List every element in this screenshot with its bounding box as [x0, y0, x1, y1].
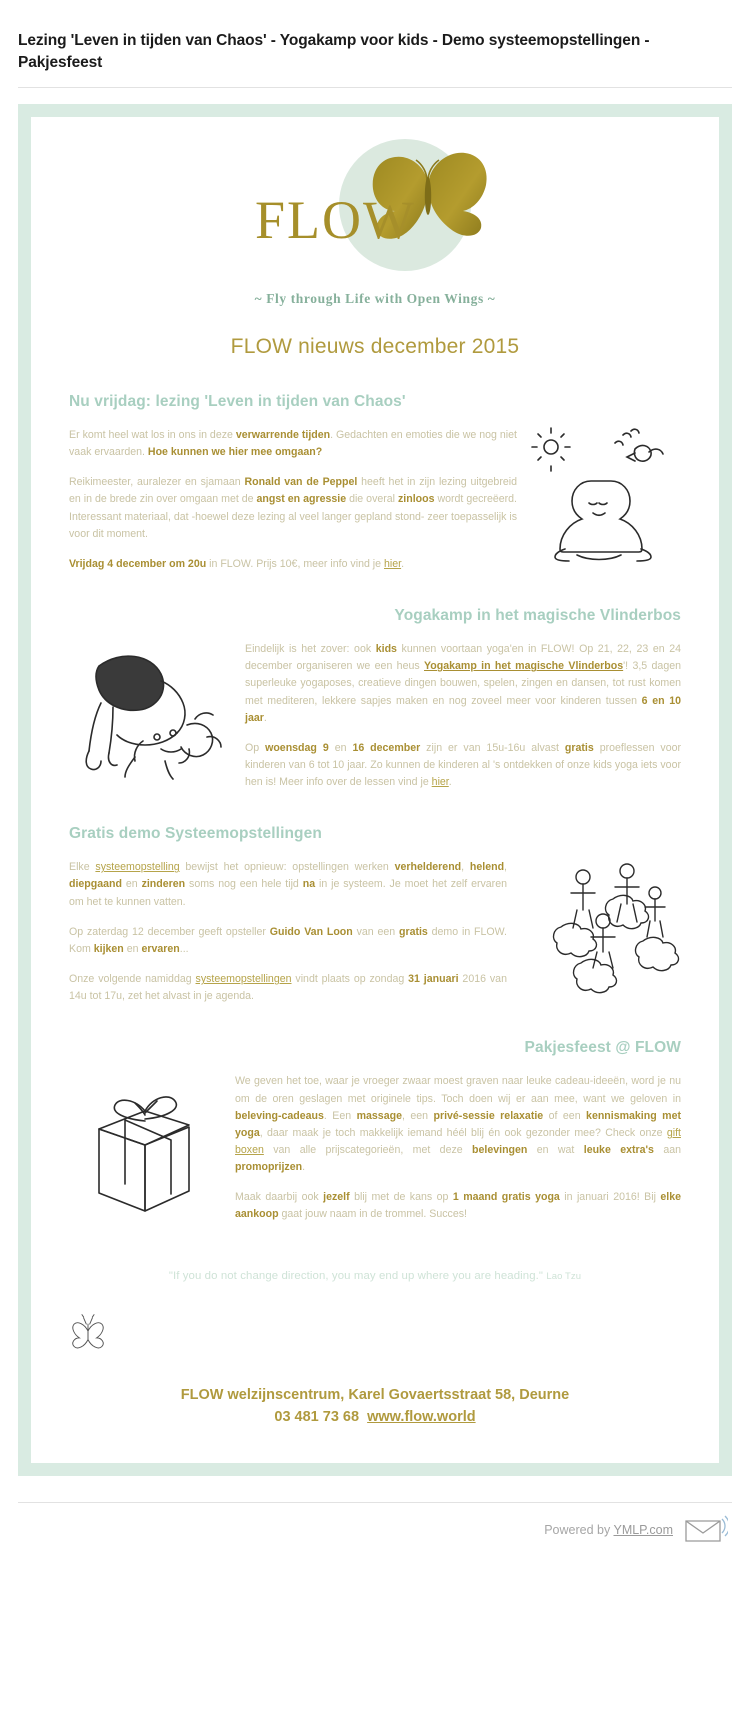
title-divider [18, 87, 732, 88]
section-heading: Pakjesfeest @ FLOW [524, 1039, 681, 1057]
systeemopstellingen-link[interactable]: systeemopstellingen [195, 973, 292, 986]
powered-prefix: Powered by [544, 1522, 614, 1537]
paragraph: Op woensdag 9 en 16 december zijn er van 15u-16u alvast gratis proeflessen voor kinderen van 6 tot 10 jaar. Zo kunnen de kinderen al 's ontdekken of onze kids yoga iets voor hen is! Meer info over de lessen vind je hier. [245, 741, 682, 789]
section-heading: Gratis demo Systeemopstellingen [69, 825, 322, 843]
quote-author: Lao Tzu [546, 1270, 582, 1282]
envelope-icon [682, 1515, 728, 1545]
gift-boxen-link[interactable]: gift boxen [235, 1126, 681, 1156]
page-title: Lezing 'Leven in tijden van Chaos' - Yogakamp voor kids - Demo systeemopstellingen - Pakjesfeest [18, 32, 650, 72]
systeemopstelling-link[interactable]: systeemopstelling [95, 861, 180, 874]
powered-by [0, 1515, 728, 1545]
paragraph: Vrijdag 4 december om 20u in FLOW. Prijs 10€, meer info vind je hier. [69, 557, 405, 570]
meditating-person-icon [517, 427, 681, 567]
website-link[interactable]: www.flow.world [367, 1409, 476, 1426]
dog-yoga-icon [69, 641, 245, 786]
paragraph: Op zaterdag 12 december geeft opsteller Guido Van Loon van een gratis demo in FLOW. Kom kijken en ervaren... [69, 925, 507, 955]
ymlp-link[interactable]: YMLP.com [613, 1522, 673, 1537]
section-systeemopstellingen [69, 825, 681, 1005]
section-heading: Nu vrijdag: lezing 'Leven in tijden van Chaos' [69, 392, 406, 410]
quote-block [69, 1270, 681, 1282]
address-phone: 03 481 73 68 [274, 1409, 360, 1426]
info-link-lezing[interactable]: hier [384, 557, 402, 570]
newsletter-frame [18, 104, 732, 1476]
section-heading: Yogakamp in het magische Vlinderbos [394, 607, 681, 625]
section-lezing [69, 393, 681, 573]
paragraph: Elke systeemopstelling bewijst het opnieuw: opstellingen werken verhelderend, helend, diepgaand en zinderen soms nog een hele tijd na in je systeem. Je moet het zelf ervaren om het te kunnen vatten. [69, 861, 507, 908]
paragraph: Reikimeester, auralezer en sjamaan Ronald van de Peppel heeft het in zijn lezing uitgebreid en in de brede zin over omgaan met de angst en agressie die overal zinloos wordt gecreëerd. Interessant materiaal, dat -hoewel deze lezing al veel langer gepland stond- zeer toepasselijk is voor dit moment. [69, 476, 517, 540]
bottom-divider [18, 1502, 732, 1503]
gift-box-icon [69, 1073, 235, 1218]
butterfly-outline-icon [69, 1312, 681, 1350]
paragraph: Eindelijk is het zover: ook kids kunnen voortaan yoga'en in FLOW! Op 21, 22, 23 en 24 december organiseren we een heus Yogakamp in het magische Vlinderbos'! 3,5 dagen superleuke yogaposes, creatieve dingen bouwen, spelen, zingen en dansen, tot rust komen met mediteren, lekkere sapjes maken en nog zoveel meer voor kinderen tussen 6 en 10 jaar. [245, 643, 681, 724]
section-pakjesfeest [69, 1039, 681, 1223]
yogakamp-link[interactable]: Yogakamp in het magische Vlinderbos [424, 660, 624, 673]
logo-tagline: ~ Fly through Life with Open Wings ~ [254, 290, 496, 306]
section-yogakamp [69, 607, 681, 791]
issue-title: FLOW nieuws december 2015 [230, 334, 520, 358]
paragraph: Er komt heel wat los in ons in deze verwarrende tijden. Gedachten en emoties die we nog niet vaak ervaarden. Hoe kunnen we hier mee omgaan? [69, 428, 518, 459]
newsletter-body [31, 117, 719, 1463]
info-link-yogakamp[interactable]: hier [431, 776, 449, 789]
powered-text [544, 1523, 673, 1537]
footer-address [69, 1384, 681, 1429]
logo-wordmark: FLOW [255, 189, 416, 250]
quote-text: "If you do not change direction, you may end up where you are heading." [168, 1269, 544, 1282]
paragraph: Maak daarbij ook jezelf blij met de kans op 1 maand gratis yoga in januari 2016! Bij elke aankoop gaat jouw naam in de trommel. Succes! [235, 1191, 681, 1221]
address-line: FLOW welzijnscentrum, Karel Govaertsstraat 58, Deurne [180, 1386, 570, 1403]
paragraph: Onze volgende namiddag systeemopstellingen vindt plaats op zondag 31 januari 2016 van 14u tot 17u, zet het alvast in je agenda. [69, 973, 507, 1003]
constellation-people-icon [507, 859, 681, 999]
logo-header [69, 135, 681, 285]
paragraph: We geven het toe, waar je vroeger zwaar moest graven naar leuke cadeau-ideeën, word je nu om de oren geslagen met originele tips. Toch doen wij er aan mee, want we geloven in beleving-cadeaus. Een massage, een privé-sessie relaxatie of een kennismaking met yoga, daar maak je toch makkelijk iemand héél blij én ook gezonder mee? Check onze gift boxen van alle prijscategorieën, met deze belevingen en wat leuke extra's aan promoprijzen. [235, 1075, 681, 1174]
